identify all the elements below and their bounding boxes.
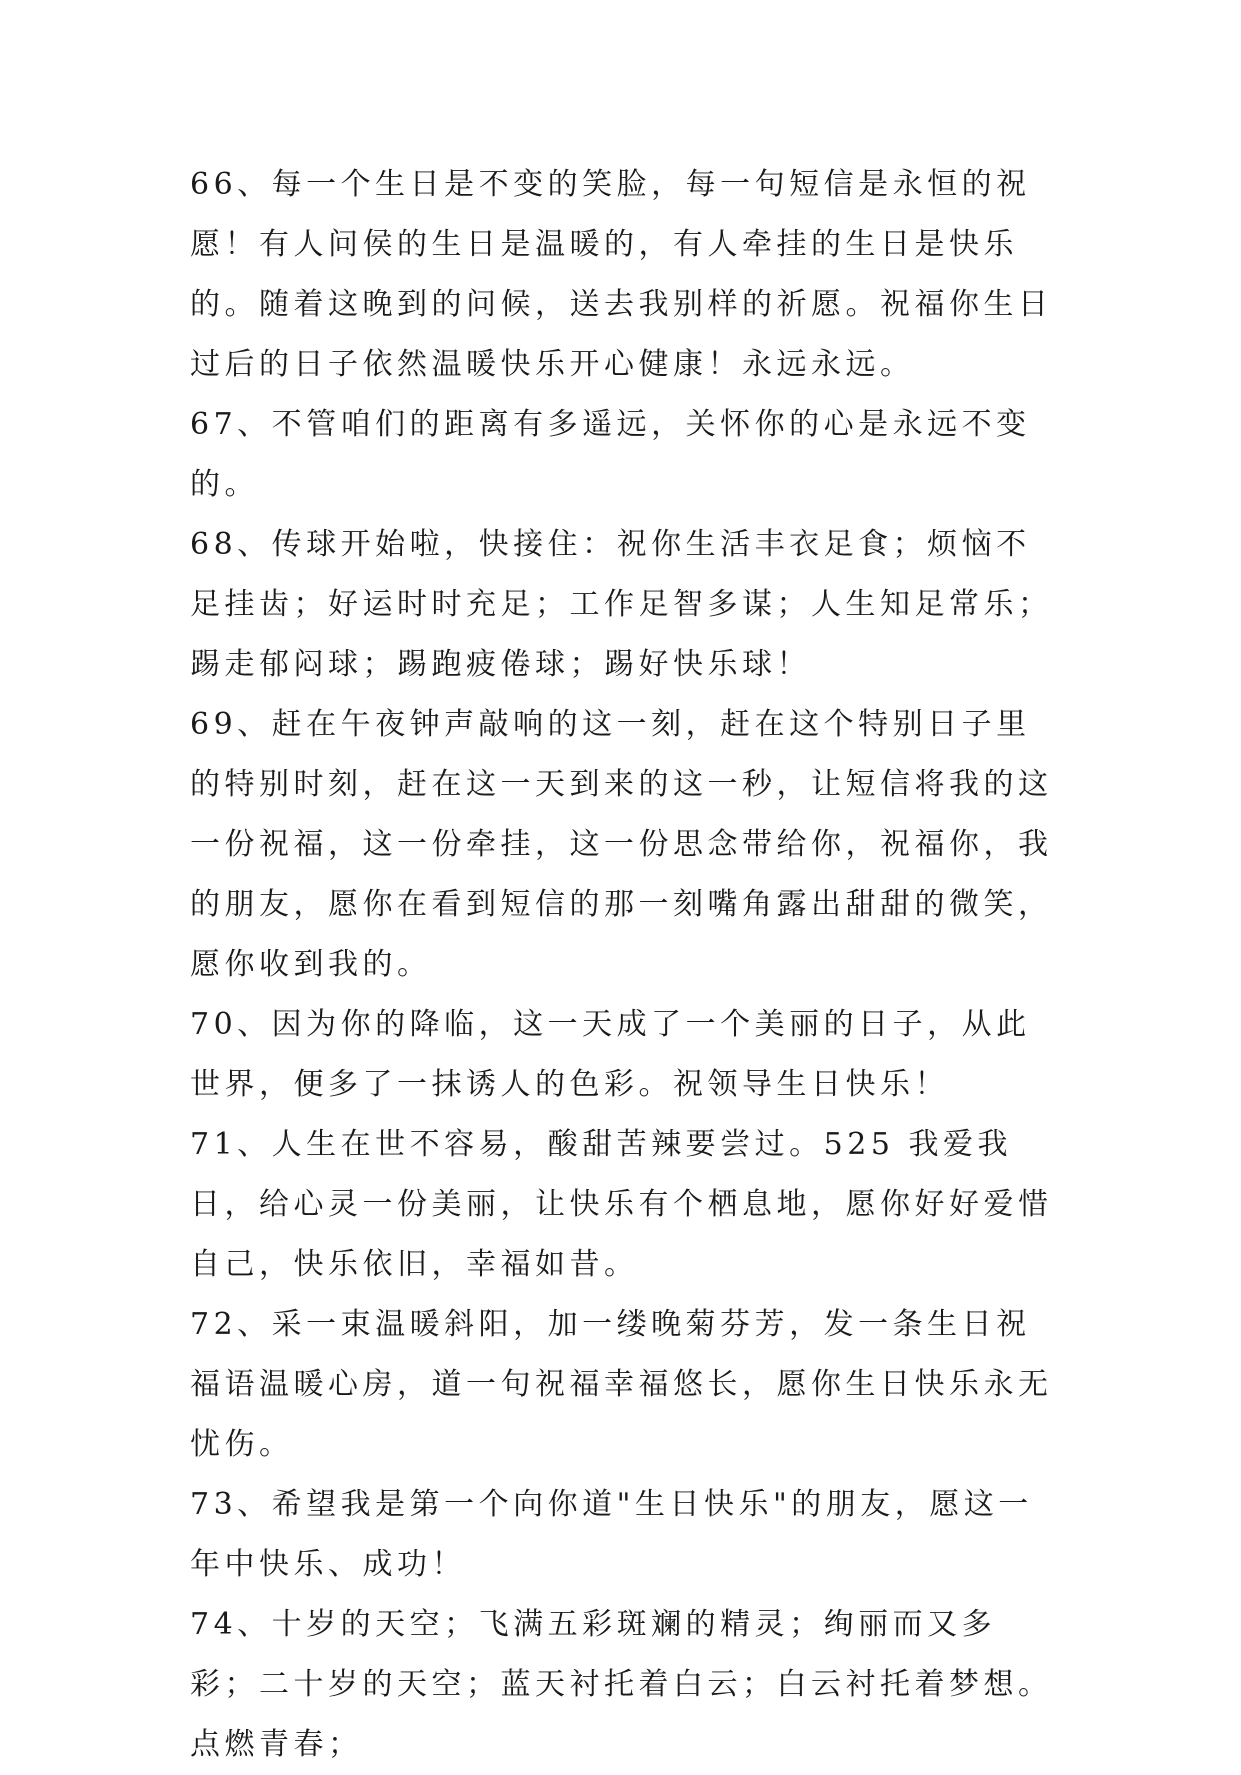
paragraph-69: 69、赶在午夜钟声敲响的这一刻，赶在这个特别日子里的特别时刻，赶在这一天到来的这一秒，让短信将我的这一份祝福，这一份牵挂，这一份思念带给你，祝福你，我的朋友，愿你在看到短信的那一刻嘴角露出甜甜的微笑，愿你收到我的。 <box>190 707 1053 982</box>
paragraph-68: 68、传球开始啦，快接住：祝你生活丰衣足食；烦恼不足挂齿；好运时时充足；工作足智多谋；人生知足常乐；踢走郁闷球；踢跑疲倦球；踢好快乐球！ <box>190 527 1053 682</box>
paragraph-74: 74、十岁的天空；飞满五彩斑斓的精灵；绚丽而又多彩；二十岁的天空；蓝天衬托着白云；白云衬托着梦想。点燃青春； <box>190 1607 1053 1762</box>
document-body <box>190 155 1060 1775</box>
paragraph-70: 70、因为你的降临，这一天成了一个美丽的日子，从此世界，便多了一抹诱人的色彩。祝领导生日快乐！ <box>190 1007 1031 1102</box>
paragraph-66: 66、每一个生日是不变的笑脸，每一句短信是永恒的祝愿！有人问侯的生日是温暖的，有人牵挂的生日是快乐的。随着这晚到的问候，送去我别样的祈愿。祝福你生日过后的日子依然温暖快乐开心健康！永远永远。 <box>190 167 1053 382</box>
paragraph-71: 71、人生在世不容易，酸甜苦辣要尝过。525 我爱我日，给心灵一份美丽，让快乐有个栖息地，愿你好好爱惜自己，快乐依旧，幸福如昔。 <box>190 1127 1053 1282</box>
paragraph-67: 67、不管咱们的距离有多遥远，关怀你的心是永远不变的。 <box>190 407 1031 502</box>
paragraph-73: 73、希望我是第一个向你道"生日快乐"的朋友，愿这一年中快乐、成功！ <box>190 1487 1033 1582</box>
paragraph-72: 72、采一束温暖斜阳，加一缕晚菊芬芳，发一条生日祝福语温暖心房，道一句祝福幸福悠长，愿你生日快乐永无忧伤。 <box>190 1307 1053 1462</box>
